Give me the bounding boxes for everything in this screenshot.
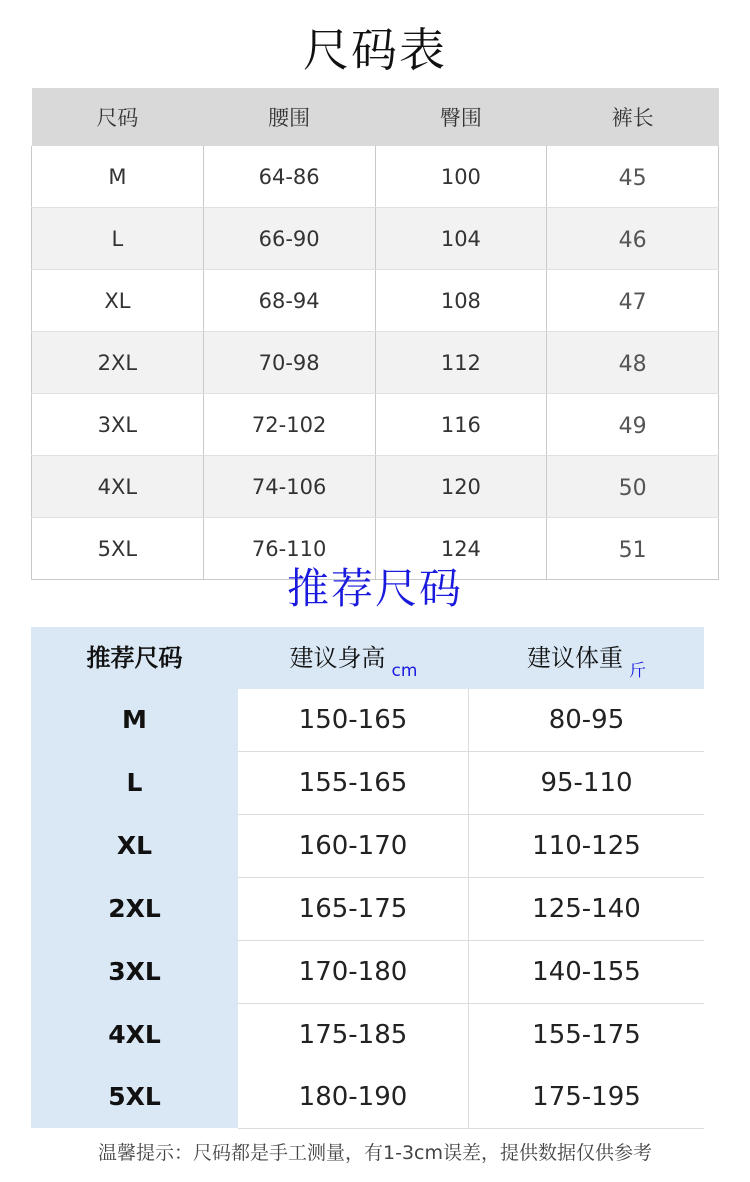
- header-weight: [469, 627, 704, 689]
- cell-size: 2XL: [32, 332, 204, 394]
- table-row: [31, 1066, 704, 1128]
- cell-size: 3XL: [108, 957, 161, 986]
- cell-height: 170-180: [238, 941, 469, 1004]
- recommend-table: [31, 627, 704, 1128]
- cell-size: XL: [116, 831, 153, 860]
- cell-weight: 95-110: [469, 752, 704, 815]
- cell-hip: 120: [375, 456, 547, 518]
- table-row: [31, 941, 704, 1003]
- cell-hip: 116: [375, 394, 547, 456]
- table-row: [32, 270, 719, 332]
- header-length: 裤长: [547, 88, 719, 146]
- cell-weight: 175-195: [469, 1066, 704, 1129]
- recommend-title: 推荐尺码: [286, 564, 463, 613]
- size-chart-title: 尺码表: [303, 23, 447, 77]
- cell-length: 48: [547, 332, 719, 394]
- cell-size: L: [126, 768, 143, 797]
- cell-waist: 68-94: [203, 270, 375, 332]
- weight-unit: 斤: [629, 661, 646, 681]
- cell-length: 46: [547, 208, 719, 270]
- cell-weight: 125-140: [469, 878, 704, 941]
- cell-weight: 110-125: [469, 815, 704, 878]
- cell-length: 49: [547, 394, 719, 456]
- height-unit: cm: [391, 661, 418, 681]
- cell-size: XL: [32, 270, 204, 332]
- header-waist: 腰围: [203, 88, 375, 146]
- cell-height: 165-175: [238, 878, 469, 941]
- cell-height: 180-190: [238, 1066, 469, 1129]
- cell-length: 47: [547, 270, 719, 332]
- cell-waist: 64-86: [203, 146, 375, 208]
- header-size: 尺码: [32, 88, 204, 146]
- header-height: [238, 627, 469, 689]
- cell-height: 155-165: [238, 752, 469, 815]
- table-row: [31, 878, 704, 940]
- cell-size: 5XL: [32, 518, 204, 580]
- cell-waist: 74-106: [203, 456, 375, 518]
- cell-weight: 80-95: [469, 689, 704, 752]
- cell-length: 51: [547, 518, 719, 580]
- cell-height: 160-170: [238, 815, 469, 878]
- header-hip: 臀围: [375, 88, 547, 146]
- cell-size: M: [122, 705, 147, 734]
- table-row: [32, 332, 719, 394]
- cell-weight: 155-175: [469, 1004, 704, 1067]
- header-weight-label: 建议体重: [527, 644, 623, 672]
- cell-size: 2XL: [108, 894, 161, 923]
- measurement-note: 温馨提示：尺码都是手工测量，有1-3cm误差，提供数据仅供参考: [98, 1142, 652, 1164]
- cell-hip: 112: [375, 332, 547, 394]
- cell-waist: 72-102: [203, 394, 375, 456]
- size-chart-table: [31, 88, 719, 580]
- cell-length: 50: [547, 456, 719, 518]
- size-chart-header-row: [32, 88, 719, 146]
- cell-weight: 140-155: [469, 941, 704, 1004]
- recommend-header-row: [31, 627, 704, 689]
- cell-size: 4XL: [32, 456, 204, 518]
- cell-hip: 124: [375, 518, 547, 580]
- cell-hip: 108: [375, 270, 547, 332]
- cell-size: L: [32, 208, 204, 270]
- cell-length: 45: [547, 146, 719, 208]
- table-row: [32, 146, 719, 208]
- table-row: [31, 752, 704, 814]
- header-height-label: 建议身高: [289, 644, 386, 672]
- cell-waist: 66-90: [203, 208, 375, 270]
- table-row: [32, 456, 719, 518]
- table-row: [31, 689, 704, 751]
- cell-size: 5XL: [108, 1082, 161, 1111]
- table-row: [31, 1004, 704, 1066]
- cell-height: 150-165: [238, 689, 469, 752]
- table-row: [32, 394, 719, 456]
- cell-hip: 104: [375, 208, 547, 270]
- table-row: [31, 815, 704, 877]
- cell-size: 4XL: [108, 1020, 161, 1049]
- cell-size: 3XL: [32, 394, 204, 456]
- cell-size: M: [32, 146, 204, 208]
- cell-height: 175-185: [238, 1004, 469, 1067]
- table-row: [32, 208, 719, 270]
- cell-hip: 100: [375, 146, 547, 208]
- header-recommend-size: 推荐尺码: [86, 644, 183, 672]
- cell-waist: 70-98: [203, 332, 375, 394]
- cell-waist: 76-110: [203, 518, 375, 580]
